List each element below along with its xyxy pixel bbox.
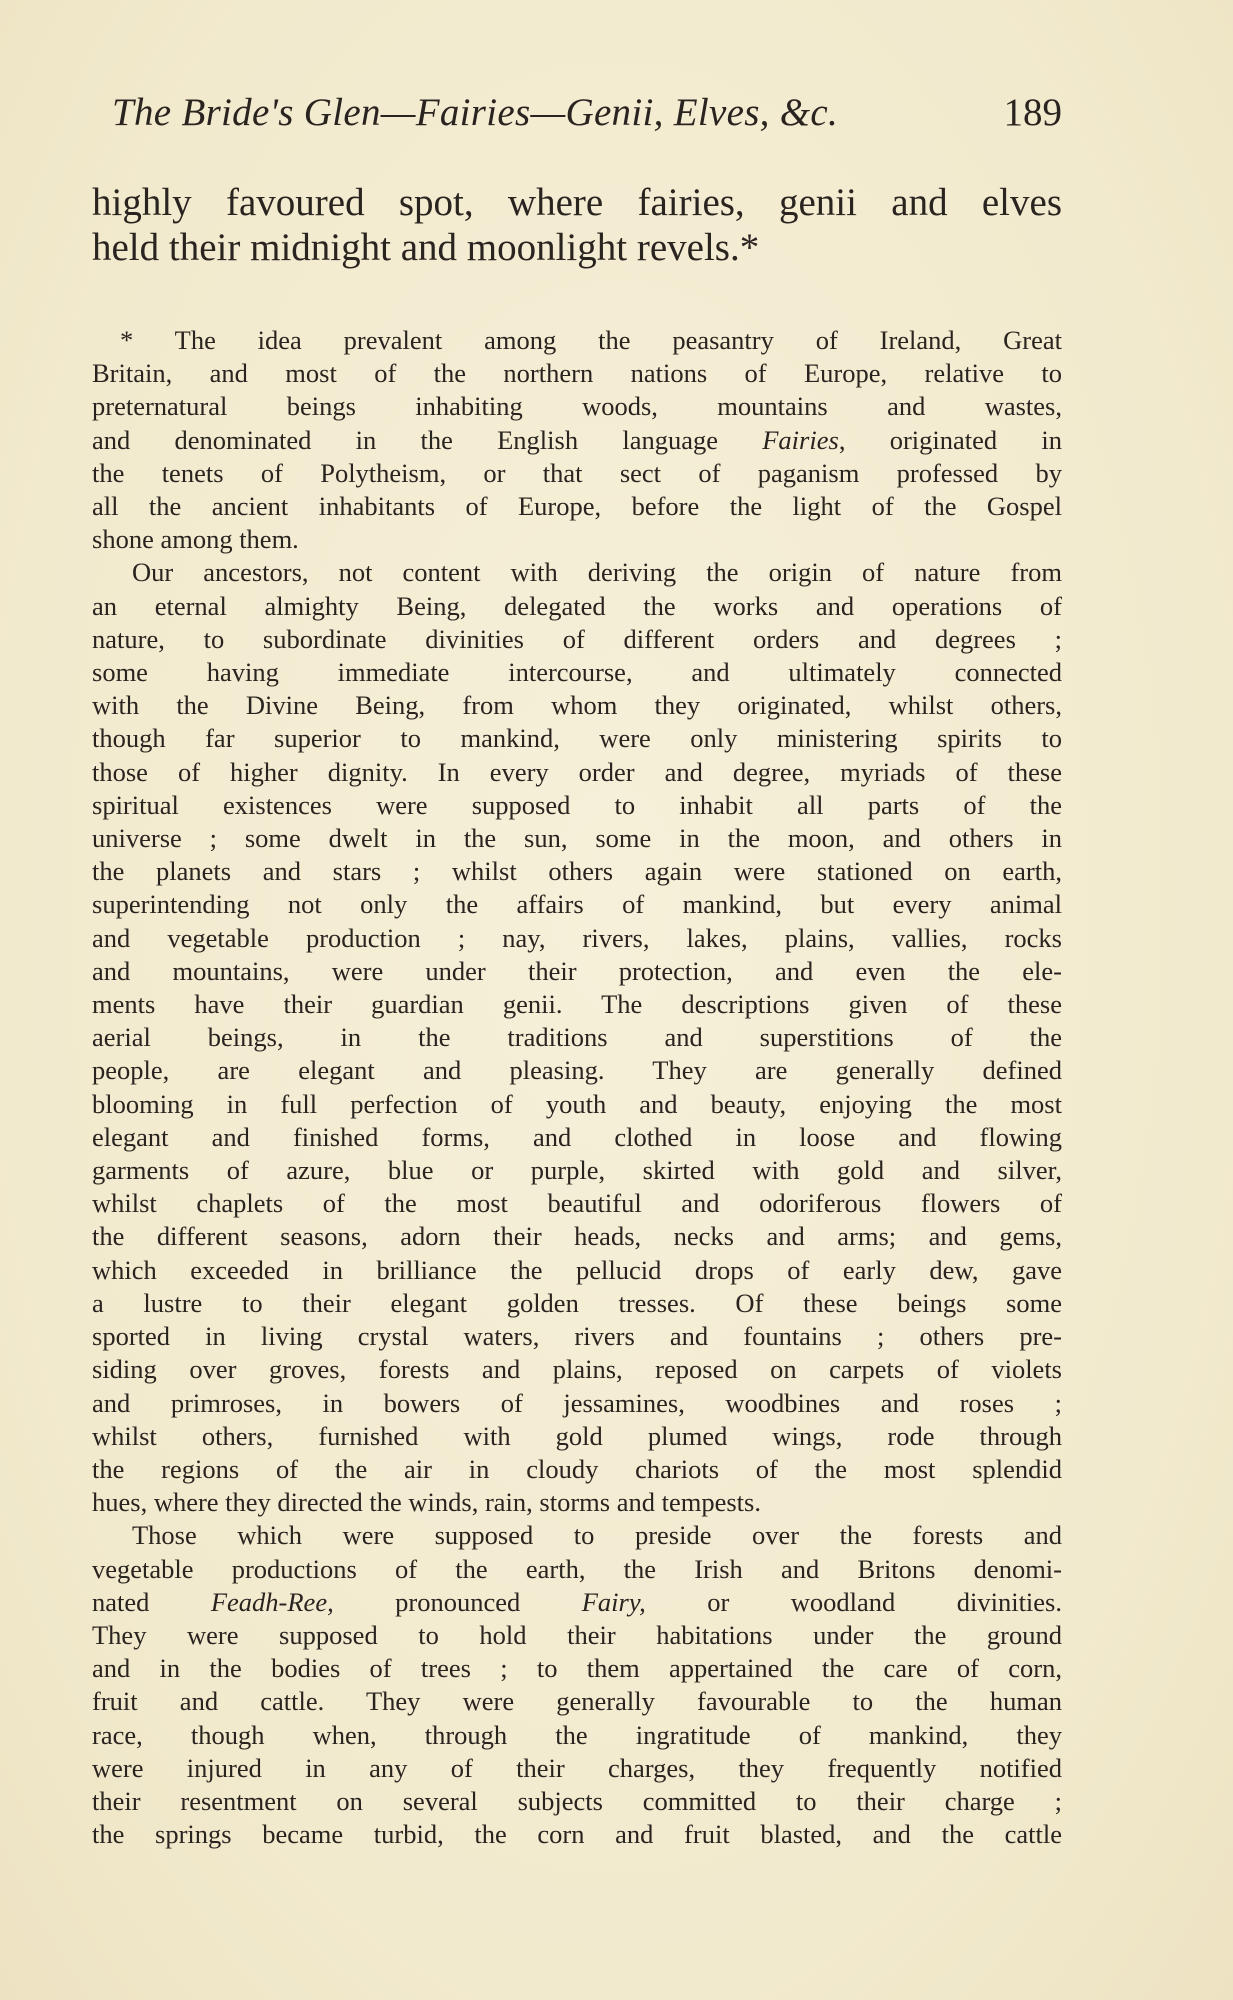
footnote-line: preternatural beings inhabiting woods, mountains and wastes, (92, 391, 1062, 422)
footnote-line: and primroses, in bowers of jessamines, woodbines and roses ; (92, 1387, 1062, 1418)
footnote-line: an eternal almighty Being, delegated the works and operations of (92, 590, 1062, 621)
footnote-line: the regions of the air in cloudy chariots of the most splendid (92, 1453, 1062, 1484)
footnote-line: nature, to subordinate divinities of different orders and degrees ; (92, 623, 1062, 654)
footnote-line: all the ancient inhabitants of Europe, before the light of the Gospel (92, 491, 1062, 522)
footnote-line: those of higher dignity. In every order and degree, myriads of these (92, 756, 1062, 787)
page-header (112, 90, 1062, 146)
italic-term: Fairies (762, 424, 839, 455)
footnote-line: race, though when, through the ingratitude of mankind, they (92, 1719, 1062, 1750)
italic-term: Feadh-Ree, (210, 1586, 334, 1617)
footnote-line: and denominated in the English language Fairies, originated in (92, 424, 1062, 455)
footnote-line: their resentment on several subjects committed to their charge ; (92, 1785, 1062, 1816)
footnote-line: people, are elegant and pleasing. They are generally defined (92, 1055, 1062, 1086)
footnote-line: some having immediate intercourse, and ultimately connected (92, 657, 1062, 688)
footnote-line: which exceeded in brilliance the pellucid drops of early dew, gave (92, 1254, 1062, 1285)
footnote-line: nated Feadh-Ree, pronounced Fairy, or woodland divinities. (92, 1586, 1062, 1617)
footnote-line: were injured in any of their charges, they frequently notified (92, 1752, 1062, 1783)
footnote-line: ments have their guardian genii. The descriptions given of these (92, 989, 1062, 1020)
footnote-line: shone among them. (92, 524, 299, 555)
footnote-line: whilst others, furnished with gold plumed wings, rode through (92, 1420, 1062, 1451)
footnote-line: and mountains, were under their protection, and even the ele- (92, 955, 1062, 986)
footnote-line: whilst chaplets of the most beautiful and odoriferous flowers of (92, 1188, 1062, 1219)
footnote-line: siding over groves, forests and plains, reposed on carpets of violets (92, 1354, 1062, 1385)
footnote-paragraph (92, 324, 1062, 556)
footnote-line: aerial beings, in the traditions and superstitions of the (92, 1022, 1062, 1053)
footnote (92, 324, 1062, 1851)
footnote-paragraph (92, 556, 1062, 1519)
running-title: The Bride's Glen—Fairies—Genii, Elves, &c. (112, 91, 839, 134)
footnote-line: elegant and finished forms, and clothed in loose and flowing (92, 1121, 1062, 1152)
footnote-line: sported in living crystal waters, rivers and fountains ; others pre- (92, 1321, 1062, 1352)
footnote-line: They were supposed to hold their habitations under the ground (92, 1619, 1062, 1650)
footnote-line: and vegetable production ; nay, rivers, lakes, plains, vallies, rocks (92, 922, 1062, 953)
footnote-line: though far superior to mankind, were only ministering spirits to (92, 723, 1062, 754)
footnote-line: the different seasons, adorn their heads, necks and arms; and gems, (92, 1221, 1062, 1252)
page-number: 189 (1003, 91, 1062, 134)
footnote-line: fruit and cattle. They were generally favourable to the human (92, 1686, 1062, 1717)
footnote-line: spiritual existences were supposed to inhabit all parts of the (92, 789, 1062, 820)
italic-term: Fairy, (581, 1586, 646, 1617)
footnote-line: a lustre to their elegant golden tresses. Of these beings some (92, 1287, 1062, 1318)
footnote-line: blooming in full perfection of youth and beauty, enjoying the most (92, 1088, 1062, 1119)
footnote-line: Those which were supposed to preside over the forests and (132, 1520, 1062, 1551)
footnote-line: Britain, and most of the northern nations of Europe, relative to (92, 358, 1062, 389)
main-text-line: highly favoured spot, where fairies, genii and elves (92, 181, 1062, 224)
main-text (92, 180, 1062, 270)
footnote-line: the springs became turbid, the corn and fruit blasted, and the cattle (92, 1819, 1062, 1850)
footnote-line: and in the bodies of trees ; to them appertained the care of corn, (92, 1653, 1062, 1684)
footnote-line: with the Divine Being, from whom they originated, whilst others, (92, 690, 1062, 721)
footnote-line: superintending not only the affairs of mankind, but every animal (92, 889, 1062, 920)
footnote-line: * The idea prevalent among the peasantry of Ireland, Great (120, 325, 1062, 355)
footnote-line: Our ancestors, not content with deriving the origin of nature from (132, 557, 1062, 588)
footnote-line: the planets and stars ; whilst others again were stationed on earth, (92, 856, 1062, 887)
footnote-line: the tenets of Polytheism, or that sect of paganism professed by (92, 457, 1062, 488)
footnote-line: garments of azure, blue or purple, skirted with gold and silver, (92, 1155, 1062, 1186)
footnote-line: hues, where they directed the winds, rain, storms and tempests. (92, 1487, 761, 1518)
footnote-line: vegetable productions of the earth, the Irish and Britons denomi- (92, 1553, 1062, 1584)
footnote-line: universe ; some dwelt in the sun, some in the moon, and others in (92, 823, 1062, 854)
main-text-line: held their midnight and moonlight revels.* (92, 226, 760, 269)
footnote-paragraph (92, 1519, 1062, 1851)
